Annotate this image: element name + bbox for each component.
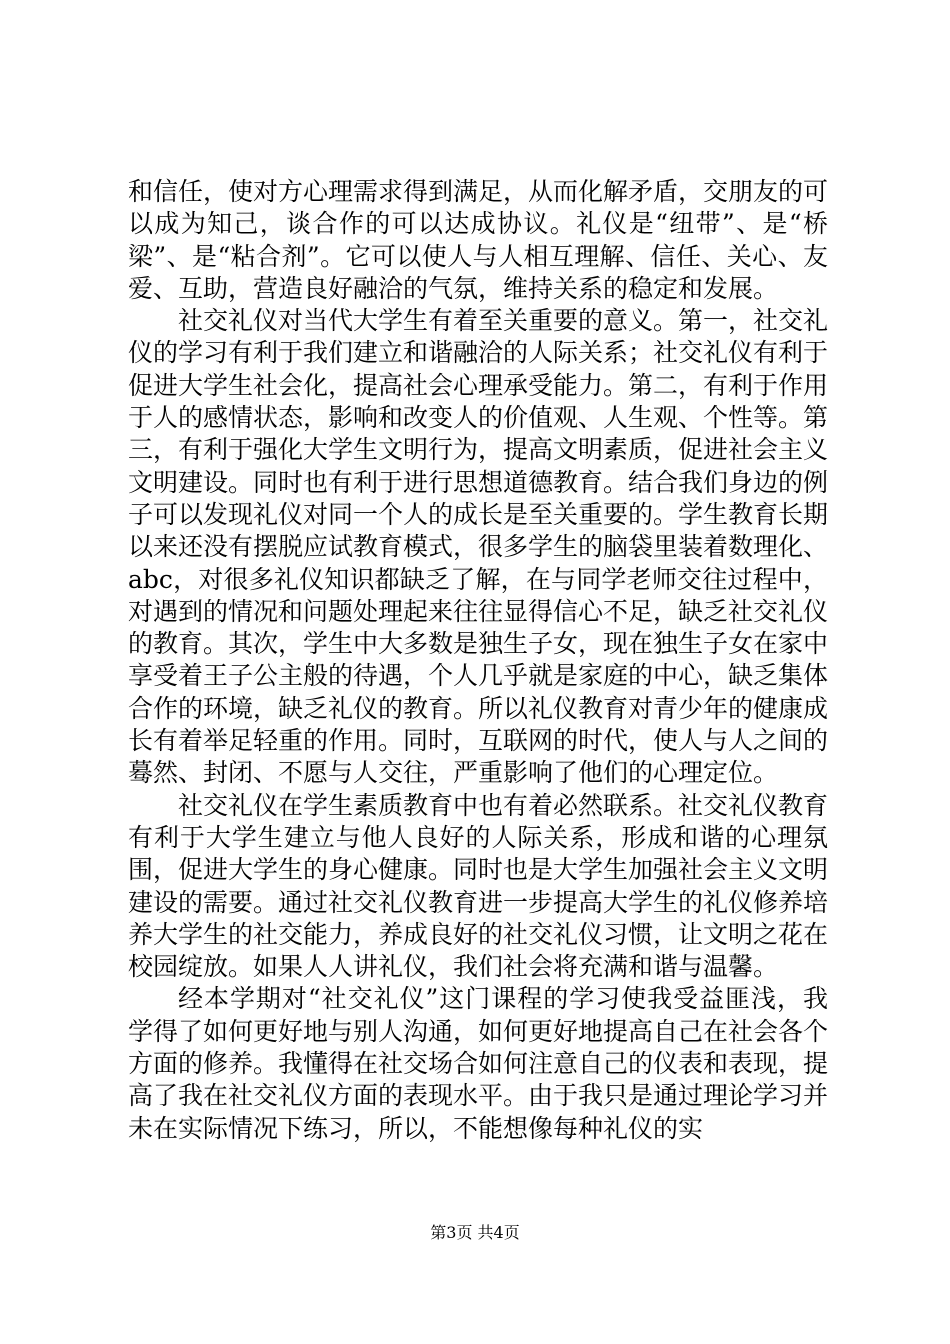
paragraph-3: 社交礼仪在学生素质教育中也有着必然联系。社交礼仪教育有利于大学生建立与他人良好的人际关系，形成和谐的心理氛围，促进大学生的身心健康。同时也是大学生加强社会主义文明建设的需要。通过社交礼仪教育进一步提高大学生的礼仪修养培养大学生的社交能力，养成良好的社交礼仪习惯，让文明之花在校园绽放。如果人人讲礼仪，我们社会将充满和谐与温馨。 bbox=[128, 790, 829, 982]
paragraph-2: 社交礼仪对当代大学生有着至关重要的意义。第一，社交礼仪的学习有利于我们建立和谐融洽的人际关系；社交礼仪有利于促进大学生社会化，提高社会心理承受能力。第二，有利于作用于人的感情状态，影响和改变人的价值观、人生观、个性等。第三，有利于强化大学生文明行为，提高文明素质，促进社会主义文明建设。同时也有利于进行思想道德教育。结合我们身边的例子可以发现礼仪对同一个人的成长是至关重要的。学生教育长期以来还没有摆脱应试教育模式，很多学生的脑袋里装着数理化、abc，对很多礼仪知识都缺乏了解，在与同学老师交往过程中，对遇到的情况和问题处理起来往往显得信心不足，缺乏社交礼仪的教育。其次，学生中大多数是独生子女，现在独生子女在家中享受着王子公主般的待遇，个人几乎就是家庭的中心，缺乏集体合作的环境，缺乏礼仪的教育。所以礼仪教育对青少年的健康成长有着举足轻重的作用。同时，互联网的时代，使人与人之间的蓦然、封闭、不愿与人交往，严重影响了他们的心理定位。 bbox=[128, 306, 829, 788]
document-body bbox=[128, 176, 828, 1145]
paragraph-4: 经本学期对“社交礼仪”这门课程的学习使我受益匪浅，我学得了如何更好地与别人沟通，如何更好地提高自己在社会各个方面的修养。我懂得在社交场合如何注意自己的仪表和表现，提高了我在社交礼仪方面的表现水平。由于我只是通过理论学习并未在实际情况下练习，所以，不能想像每种礼仪的实 bbox=[128, 984, 829, 1143]
paragraph-1: 和信任，使对方心理需求得到满足，从而化解矛盾，交朋友的可以成为知己，谈合作的可以达成协议。礼仪是“纽带”、是“桥梁”、是“粘合剂”。它可以使人与人相互理解、信任、关心、友爱、互助，营造良好融洽的气氛，维持关系的稳定和发展。 bbox=[128, 177, 829, 303]
page-number-footer: 第3页 共4页 bbox=[430, 1223, 520, 1242]
